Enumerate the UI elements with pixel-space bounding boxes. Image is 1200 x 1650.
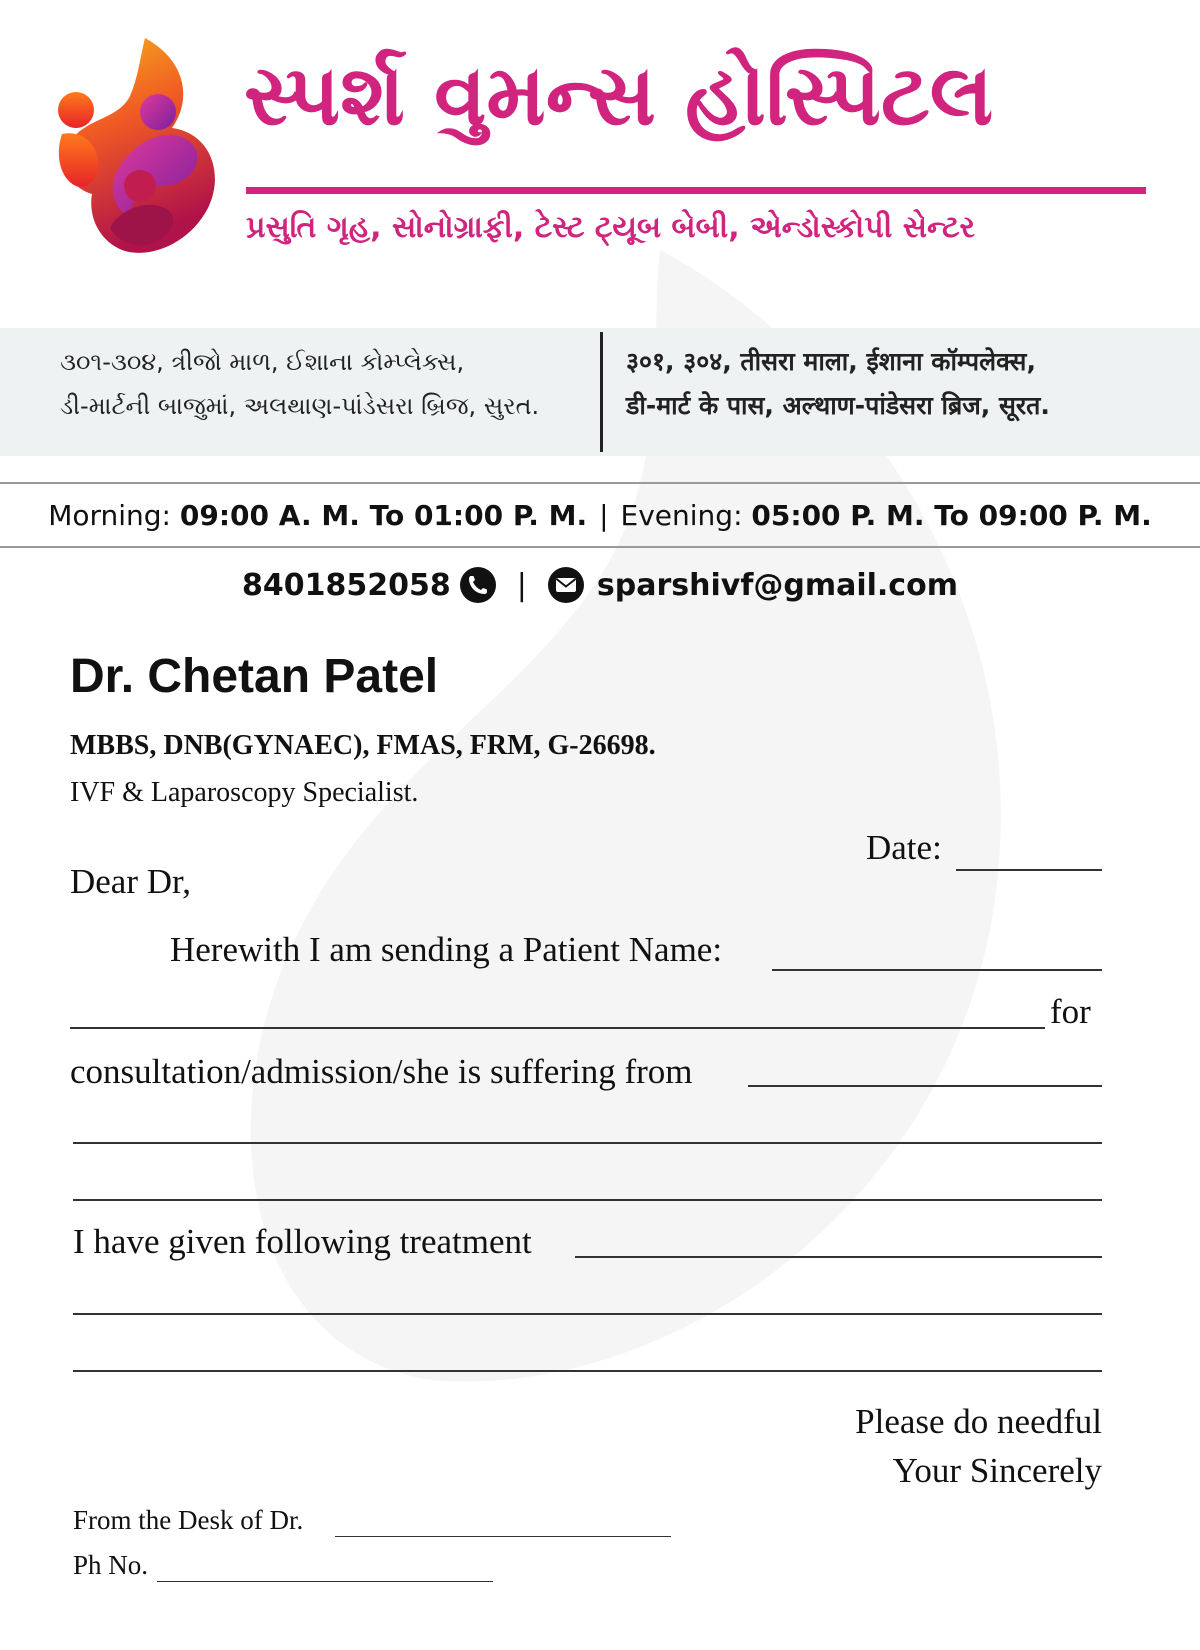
suffering-from-line-3[interactable] [73,1199,1102,1201]
for-label: for [1050,992,1091,1031]
address-gujarati-line2: ડી-માર્ટની બાજુમાં, અલથાણ-પાંડેસરા બ્રિજ, સુરત. [60,392,540,420]
phone-icon [459,566,497,604]
hospital-services: પ્રસુતિ ગૃહ, સોનોગ્રાફી, ટેસ્ટ ટ્યૂબ બેબી, એન્ડોસ્કોપી સેન્ટર [246,210,976,245]
address-hindi-line1: ३०१, ३०४, तीसरा माला, ईशाना कॉम्पलेक्स, [626,347,1036,376]
treatment-label: I have given following treatment [73,1222,532,1261]
address-hindi-line2: डी-मार्ट के पास, अल्थाण-पांडेसरा ब्रिज, सूरत. [626,391,1050,420]
title-divider [246,187,1146,194]
flame-mother-child-logo [40,38,225,268]
from-desk-field[interactable] [335,1536,671,1537]
date-label: Date: [866,828,942,867]
address-divider [600,332,603,452]
evening-hours: 05:00 P. M. To 09:00 P. M. [751,498,1152,532]
from-desk-label: From the Desk of Dr. [73,1505,304,1535]
closing-request: Please do needful [855,1402,1102,1441]
address-gujarati-line1: ૩૦૧-૩૦૪, ત્રીજો માળ, ઈશાના કોમ્પ્લેક્સ, [60,348,465,376]
treatment-field[interactable] [575,1256,1102,1258]
evening-label: Evening: [620,498,743,532]
closing-signoff: Your Sincerely [892,1451,1102,1490]
suffering-from-line-2[interactable] [73,1142,1102,1144]
timing-separator: | [599,498,609,532]
patient-name-field[interactable] [772,969,1102,971]
address-hindi [626,340,1196,428]
doctor-qualifications: MBBS, DNB(GYNAEC), FMAS, FRM, G-26698. [70,730,656,761]
date-field[interactable] [956,869,1102,871]
suffering-from-field[interactable] [748,1085,1102,1087]
morning-hours: 09:00 A. M. To 01:00 P. M. [179,498,588,532]
hospital-title: સ્પર્શ વુમન્સ હોસ્પિટલ [244,46,994,144]
phone-number[interactable]: 8401852058 [242,567,451,603]
clinic-timings [0,482,1200,548]
address-panel [0,328,1200,456]
patient-name-label: Herewith I am sending a Patient Name: [170,930,723,969]
treatment-line-3[interactable] [73,1370,1102,1372]
doctor-specialty: IVF & Laparoscopy Specialist. [70,777,419,808]
patient-name-continuation-field[interactable] [70,1027,1045,1029]
salutation: Dear Dr, [70,862,192,901]
purpose-label: consultation/admission/she is suffering from [70,1052,693,1091]
doctor-name: Dr. Chetan Patel [70,650,439,703]
contact-row [0,560,1200,610]
morning-label: Morning: [48,498,171,532]
email-address[interactable]: sparshivf@gmail.com [596,567,958,603]
contact-separator: | [516,567,527,603]
phone-number-field[interactable] [157,1581,493,1582]
phone-number-label: Ph No. [73,1550,149,1580]
address-gujarati [60,340,600,428]
treatment-line-2[interactable] [73,1313,1102,1315]
mail-icon [547,566,585,604]
